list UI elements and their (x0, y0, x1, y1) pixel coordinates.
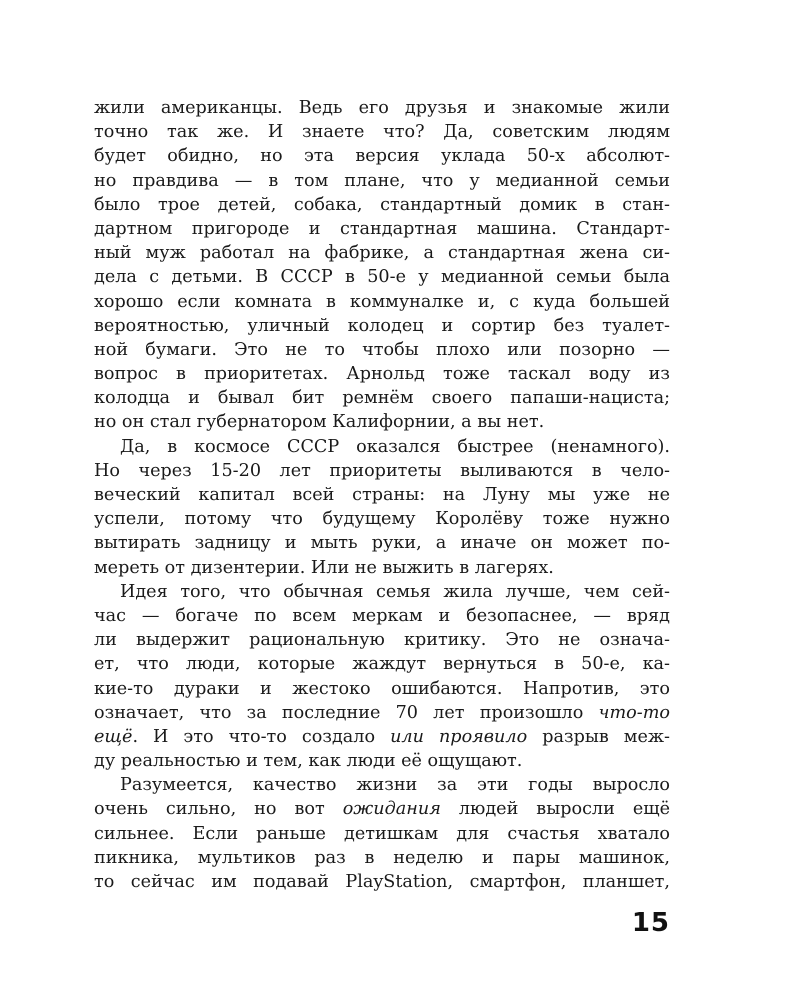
paragraph (94, 435, 670, 580)
text-line: очень сильно, но вот ожидания людей выросли ещё (94, 799, 671, 820)
text-line: ещё. И это что-то создало или проявило разрыв меж- (94, 726, 670, 747)
text-line: ет, что люди, которые жаждут вернуться в 50-е, ка- (94, 654, 670, 675)
text-line: то сейчас им подавай PlayStation, смартфон, планшет, (94, 872, 670, 892)
text-line: но он стал губернатором Калифорнии, а вы нет. (94, 412, 545, 433)
page-number: 15 (631, 908, 670, 938)
text-line: пикника, мультиков раз в неделю и пары машинок, (94, 847, 670, 868)
text-line: Разумеется, качество жизни за эти годы выросло (120, 775, 670, 796)
text-line: сильнее. Если раньше детишкам для счастья хватало (94, 823, 670, 844)
text-line: ный муж работал на фабрике, а стандартная жена си- (94, 243, 670, 264)
paragraph (94, 96, 670, 435)
text-line: веческий капитал всей страны: на Луну мы уже не (94, 485, 670, 505)
text-line: жили американцы. Ведь его друзья и знакомые жили (94, 98, 670, 118)
text-line: дела с детьми. В СССР в 50-е у медианной семьи была (94, 267, 670, 288)
paragraph (94, 580, 670, 774)
text-line: час — богаче по всем меркам и безопаснее, — вряд (94, 605, 670, 626)
text-line: колодца и бывал бит ремнём своего папаши-нациста; (94, 388, 670, 409)
text-line: означает, что за последние 70 лет произошло что-то (94, 702, 670, 723)
text-line: дартном пригороде и стандартная машина. Стандарт- (94, 218, 670, 239)
text-line: Но через 15-20 лет приоритеты выливаются в чело- (94, 460, 670, 481)
text-line: но правдива — в том плане, что у медианной семьи (94, 170, 670, 191)
text-line: вытирать задницу и мыть руки, а иначе он может по- (94, 533, 670, 554)
text-line: вероятностью, уличный колодец и сортир без туалет- (94, 315, 670, 336)
paragraph (94, 773, 670, 894)
text-line: было трое детей, собака, стандартный домик в стан- (94, 194, 670, 215)
text-line: мереть от дизентерии. Или не выжить в лагерях. (94, 557, 554, 578)
text-column (94, 96, 670, 894)
text-line: Да, в космосе СССР оказался быстрее (ненамного). (120, 436, 670, 457)
text-line: будет обидно, но эта версия уклада 50-х абсолют- (94, 146, 670, 167)
text-line: кие-то дураки и жестоко ошибаются. Напротив, это (94, 678, 670, 699)
text-line: ли выдержит рациональную критику. Это не означа- (94, 630, 670, 651)
text-line: ду реальностью и тем, как люди её ощущают. (94, 751, 523, 772)
text-line: хорошо если комната в коммуналке и, с куда большей (94, 291, 670, 312)
emphasis: что-то (598, 702, 670, 723)
emphasis: или проявило (390, 726, 528, 747)
emphasis: ожидания (342, 799, 441, 820)
text-line: вопрос в приоритетах. Арнольд тоже таскал воду из (94, 364, 670, 385)
emphasis: ещё (94, 726, 133, 747)
text-line: успели, потому что будущему Королёву тоже нужно (94, 509, 670, 530)
text-line: ной бумаги. Это не то чтобы плохо или позорно — (94, 339, 670, 360)
text-line: точно так же. И знаете что? Да, советским людям (94, 122, 670, 143)
text-line: Идея того, что обычная семья жила лучше, чем сей- (120, 581, 670, 602)
